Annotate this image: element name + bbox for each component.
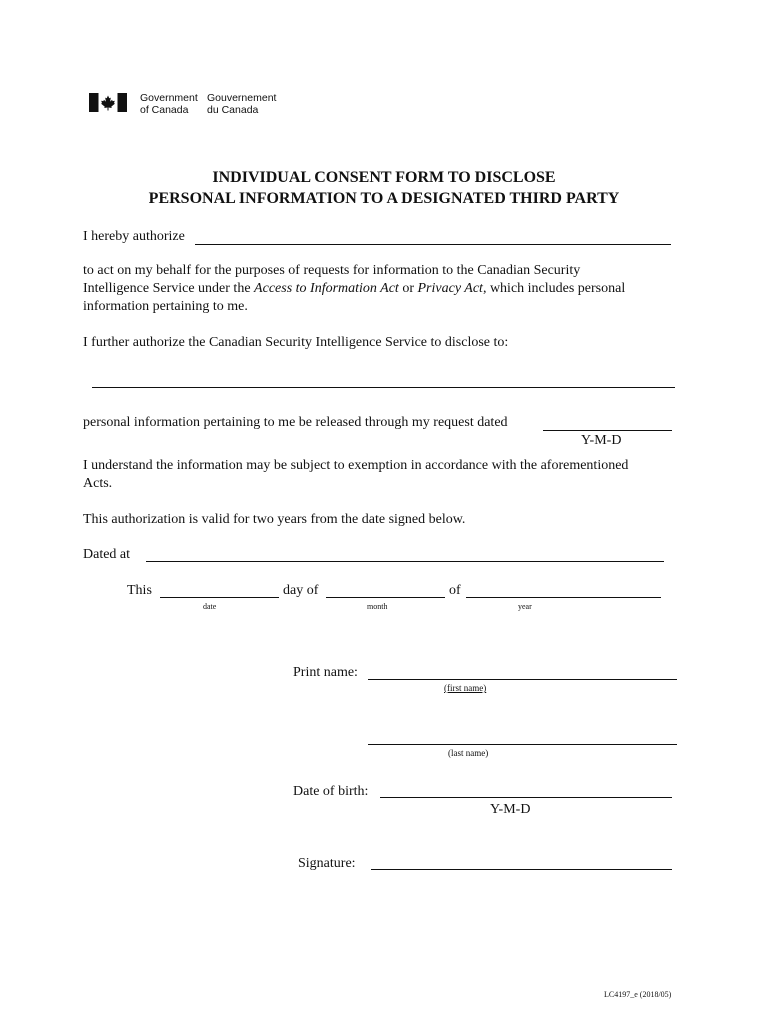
year-hint: year [518, 602, 532, 611]
understand-line1: I understand the information may be subject to exemption in accordance with the aforementioned [83, 458, 629, 473]
third-party-field[interactable] [92, 387, 675, 388]
request-dated-label: personal information pertaining to me be released through my request dated [83, 415, 508, 430]
first-name-field[interactable] [368, 679, 677, 680]
canada-flag-icon [89, 93, 127, 112]
month-field[interactable] [326, 597, 445, 598]
form-code: LC4197_e (2018/05) [604, 990, 672, 999]
wordmark-english [140, 93, 198, 116]
day-field[interactable] [160, 597, 279, 598]
wordmark-french [207, 93, 276, 116]
last-name-field[interactable] [368, 744, 677, 745]
signature-field[interactable] [371, 869, 672, 870]
year-field[interactable] [466, 597, 661, 598]
wordmark-en-line1: Government [140, 92, 198, 104]
further-authorize: I further authorize the Canadian Security Intelligence Service to disclose to: [83, 335, 509, 350]
para1-line3: information pertaining to me. [83, 299, 248, 314]
last-name-hint: (last name) [448, 748, 489, 758]
first-name-hint: (first name) [444, 683, 487, 693]
date-of-birth-label: Date of birth: [293, 784, 369, 799]
para1-line1: to act on my behalf for the purposes of requests for information to the Canadian Security [83, 263, 581, 278]
para1-line2 [83, 281, 625, 297]
para1-line2-or: or [398, 281, 418, 296]
request-date-field[interactable] [543, 430, 672, 431]
title-line2: PERSONAL INFORMATION TO A DESIGNATED THIRD PARTY [148, 190, 620, 207]
para1-line2-a: Intelligence Service under the [83, 281, 255, 296]
print-name-label: Print name: [293, 665, 358, 680]
authorize-label: I hereby authorize [83, 229, 185, 244]
dated-at-field[interactable] [146, 561, 664, 562]
of-label: of [449, 583, 461, 598]
month-hint: month [367, 602, 388, 611]
ymd-hint-2: Y-M-D [490, 802, 531, 817]
date-of-birth-field[interactable] [380, 797, 672, 798]
date-hint: date [203, 602, 217, 611]
understand-line2: Acts. [83, 476, 113, 491]
signature-label: Signature: [298, 856, 356, 871]
authorized-party-field[interactable] [195, 244, 671, 245]
wordmark-fr-line1: Gouvernement [207, 92, 277, 104]
ymd-hint-1: Y-M-D [581, 433, 622, 448]
this-label: This [127, 583, 152, 598]
day-of-label: day of [283, 583, 319, 598]
wordmark-en-line2: of Canada [140, 103, 189, 116]
title-line1: INDIVIDUAL CONSENT FORM TO DISCLOSE [212, 169, 556, 186]
para1-line2-b: , which includes personal [482, 281, 626, 296]
privacy-act: Privacy Act [417, 281, 483, 296]
wordmark-fr-line2: du Canada [207, 103, 259, 116]
dated-at-label: Dated at [83, 547, 131, 562]
access-to-information-act: Access to Information Act [254, 281, 399, 296]
validity-statement: This authorization is valid for two years from the date signed below. [83, 512, 466, 527]
